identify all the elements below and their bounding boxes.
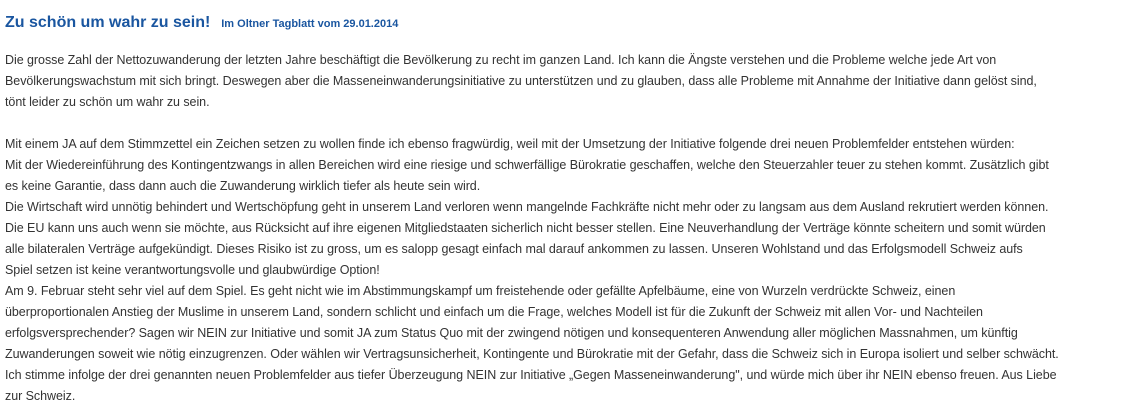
text-line: es keine Garantie, dass dann auch die Zuwanderung wirklich tiefer als heute sein wird. xyxy=(5,179,481,193)
text-line: Bevölkerungswachstum mit sich bringt. Deswegen aber die Masseneinwanderungsinitiative zu unterstützen und zu glauben, dass alle Probleme mit Annahme der Initiative dann gelöst sind, xyxy=(5,74,1037,88)
text-line: zur Schweiz. xyxy=(5,389,76,403)
text-line: Spiel setzen ist keine verantwortungsvolle und glaubwürdige Option! xyxy=(5,263,380,277)
text-line: Ich stimme infolge der drei genannten neuen Problemfelder aus tiefer Überzeugung NEIN zur Initiative „Gegen Masseneinwanderung", und würde mich über ihr NEIN ebenso freuen. Aus Liebe xyxy=(5,368,1057,382)
article-title: Zu schön um wahr zu sein! xyxy=(5,14,211,31)
text-line: Am 9. Februar steht sehr viel auf dem Spiel. Es geht nicht wie im Abstimmungskampf um freistehende oder gefällte Apfelbäume, eine von Wurzeln verdrückte Schweiz, einen xyxy=(5,284,956,298)
text-line: Die Wirtschaft wird unnötig behindert und Wertschöpfung geht in unserem Land verloren wenn mangelnde Fachkräfte nicht mehr oder zu langsam aus dem Ausland rekrutiert werden können. xyxy=(5,200,1049,214)
paragraph-main xyxy=(5,134,1136,407)
text-line: Mit der Wiedereinführung des Kontingentzwangs in allen Bereichen wird eine riesige und schwerfällige Bürokratie geschaffen, welche den Steuerzahler teuer zu stehen kommt. Zusätzlich gibt xyxy=(5,158,1049,172)
text-line: Die EU kann uns auch wenn sie möchte, aus Rücksicht auf ihre eigenen Mitgliedstaaten sicherlich nicht besser stellen. Eine Neuverhandlung der Verträge könnte scheitern und somit würden xyxy=(5,221,1046,235)
text-line: überproportionalen Anstieg der Muslime in unserem Land, sondern schlicht und einfach um die Frage, welches Modell ist für die Zukunft der Schweiz mit allen Vor- und Nachteilen xyxy=(5,305,983,319)
paragraph-intro xyxy=(5,50,1136,113)
text-line: erfolgsversprechender? Sagen wir NEIN zur Initiative und somit JA zum Status Quo mit der zwingend nötigen und konsequenteren Anwendung aller möglichen Massnahmen, um künftig xyxy=(5,326,1018,340)
text-line: Die grosse Zahl der Nettozuwanderung der letzten Jahre beschäftigt die Bevölkerung zu recht im ganzen Land. Ich kann die Ängste verstehen und die Probleme welche jede Art von xyxy=(5,53,997,67)
article-source: Im Oltner Tagblatt vom 29.01.2014 xyxy=(221,18,399,30)
text-line: tönt leider zu schön um wahr zu sein. xyxy=(5,95,210,109)
headline xyxy=(5,4,1136,31)
text-line: alle bilateralen Verträge aufgekündigt. Dieses Risiko ist zu gross, um es salopp gesagt einfach mal darauf ankommen zu lassen. Unseren Wohlstand und das Erfolgsmodell Schweiz aufs xyxy=(5,242,1023,256)
text-line: Mit einem JA auf dem Stimmzettel ein Zeichen setzen zu wollen finde ich ebenso fragwürdig, weil mit der Umsetzung der Initiative folgende drei neuen Problemfelder entstehen würden: xyxy=(5,137,1015,151)
text-line: Zuwanderungen soweit wie nötig einzugrenzen. Oder wählen wir Vertragsunsicherheit, Kontingente und Bürokratie mit der Gefahr, dass die Schweiz sich in Europa isoliert und selber schwächt. xyxy=(5,347,1059,361)
